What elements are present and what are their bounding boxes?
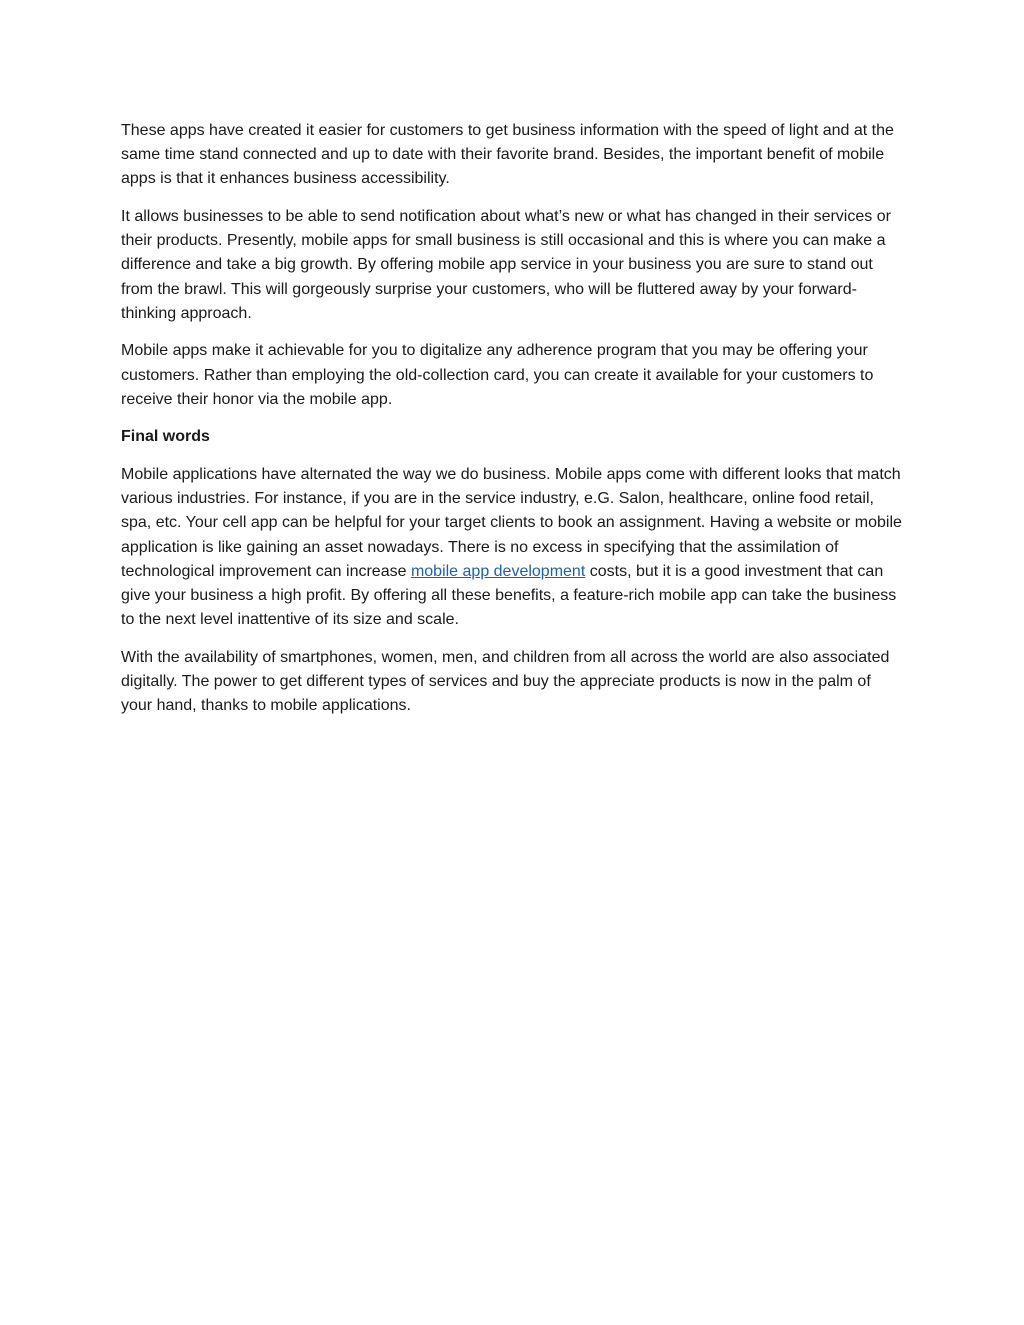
paragraph-5: With the availability of smartphones, women, men, and children from all across the world are also associated digitally. The power to get different types of services and buy the appreciate products is now in the palm of your hand, thanks to mobile applications. — [121, 648, 890, 715]
paragraph-4 — [121, 463, 905, 632]
paragraph-1: These apps have created it easier for customers to get business information with the speed of light and at the same time stand connected and up to date with their favorite brand. Besides, the important benefit of mobile apps is that it enhances business accessibility. — [121, 122, 894, 188]
paragraph-4-text-before-link: Mobile applications have alternated the way we do business. Mobile apps come with different looks that match various industries. For instance, if you are in the service industry, e.G. Salon, healthcare, online food retail, spa, etc. Your cell app can be helpful for your target clients to book an assignment. Having a website or mobile application is like gaining an asset nowadays. There is no excess in specifying that the assimilation of technological improvement can increase — [121, 466, 902, 580]
section-heading: Final words — [121, 428, 210, 446]
paragraph-2: It allows businesses to be able to send notification about what’s new or what has changed in their services or their products. Presently, mobile apps for small business is still occasional and this is where you can make a difference and take a big growth. By offering mobile app service in your business you are sure to stand out from the brawl. This will gorgeously surprise your customers, who will be fluttered away by your forward-thinking approach. — [121, 208, 891, 322]
paragraph-3: Mobile apps make it achievable for you to digitalize any adherence program that you may be offering your customers. Rather than employing the old-collection card, you can create it available for your customers to receive their honor via the mobile app. — [121, 342, 874, 408]
mobile-app-development-link[interactable]: mobile app development — [410, 562, 586, 580]
paragraph-4-text-after-link: costs, but it is a good investment that can give your business a high profit. By offering all these benefits, a feature-rich mobile app can take the business to the next level inattentive of its size and scale. — [121, 562, 897, 629]
document-body — [121, 119, 905, 732]
